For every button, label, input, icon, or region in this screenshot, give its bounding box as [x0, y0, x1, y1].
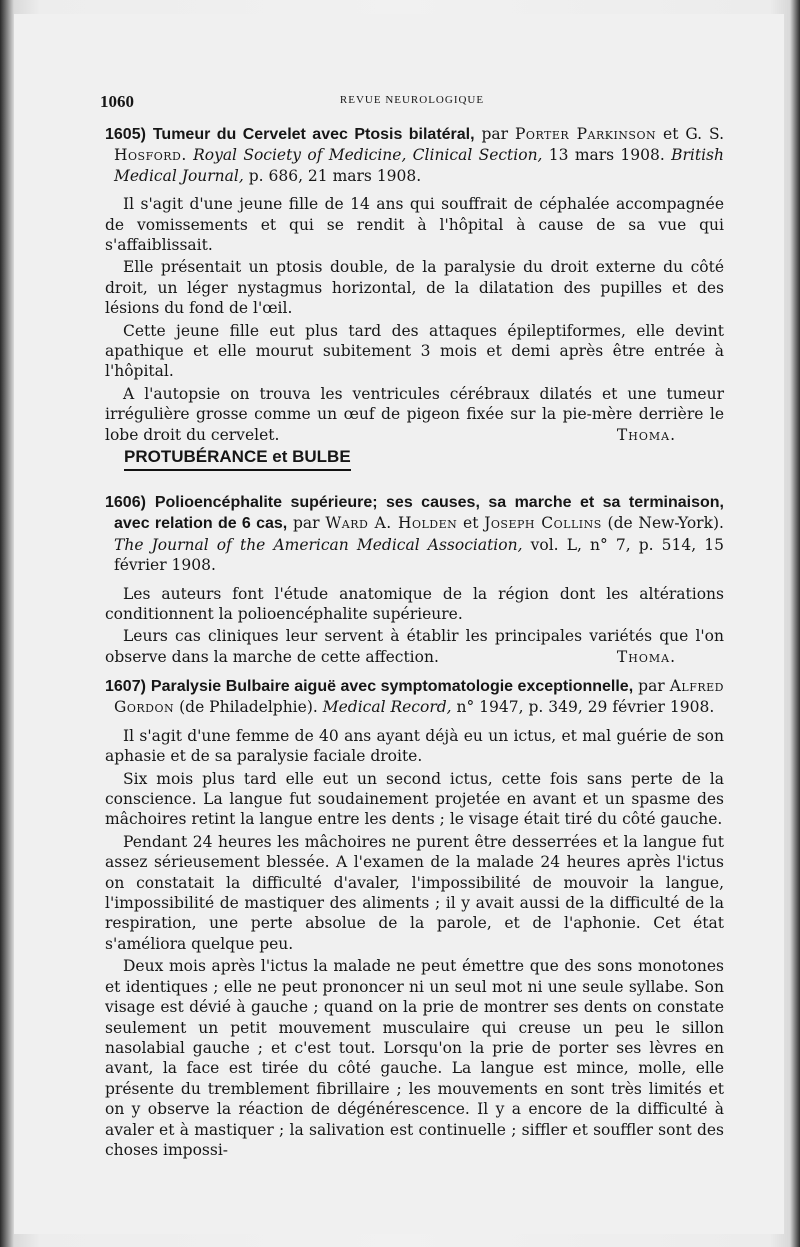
- entry-1607-journal: Medical Record,: [322, 698, 452, 717]
- paragraph: Elle présentait un ptosis double, de la paralysie du droit externe du côté droit, un léger nystagmus horizontal, de la dilatation des pupilles et des lésions du fond de l'œil.: [105, 258, 724, 318]
- entry-1606-and: et: [463, 514, 479, 533]
- entry-1607-by: par: [638, 677, 665, 695]
- running-title: REVUE NEUROLOGIQUE: [339, 94, 485, 106]
- entry-1606: [105, 492, 724, 667]
- paragraph-text: A l'autopsie on trouva les ventricules cérébraux dilatés et une tumeur irrégulière grosse comme un œuf de pigeon fixée sur la pie-mère derrière le lobe droit du cervelet.: [105, 384, 724, 444]
- paragraph: Pendant 24 heures les mâchoires ne purent être desserrées et la langue fut assez sérieusement blessée. A l'examen de la malade 24 heures après l'ictus on constatait la difficulté d'avaler, l'impossibilité de mouvoir la langue, l'impossibilité de mastiquer des aliments ; il y avait aussi de la difficulté de la respiration, une perte absolue de la parole, et de l'aphonie. Cet état s'améliora quelque peu.: [105, 832, 724, 953]
- entry-1605-ref2: p. 686, 21 mars 1908.: [248, 166, 422, 185]
- entry-1607-ref: n° 1947, p. 349, 29 février 1908.: [456, 698, 715, 717]
- entry-1607-place: (de Philadelphie).: [179, 698, 318, 717]
- entry-1605-author1: Porter Parkinson: [515, 125, 657, 143]
- running-header: [100, 92, 724, 112]
- section-title: PROTUBÉRANCE et BULBE: [124, 447, 351, 471]
- entry-1605-journal: Royal Society of Medicine, Clinical Section,: [193, 146, 543, 165]
- paragraph: Cette jeune fille eut plus tard des attaques épileptiformes, elle devint apathique et elle mourut subitement 3 mois et demi après être entrée à l'hôpital.: [105, 321, 724, 381]
- entry-1607: [105, 676, 724, 1160]
- entry-1606-author2: Joseph Collins: [484, 514, 602, 533]
- entry-1606-title: Polioencéphalite supérieure; ses causes, sa marche et sa terminaison, avec relation de 6 cas,: [114, 494, 724, 533]
- entry-1606-journal: The Journal of the American Medical Association,: [114, 535, 523, 554]
- entry-1605: [105, 124, 724, 445]
- entry-1605-by: par: [481, 125, 509, 143]
- entry-1605-title: Tumeur du Cervelet avec Ptosis bilatéral,: [152, 126, 475, 143]
- entry-1606-ref: vol. L, n° 7, p. 514, 15 février 1908.: [114, 535, 724, 575]
- paragraph: Deux mois après l'ictus la malade ne peut émettre que des sons monotones et identiques ; elle ne peut prononcer ni un seul mot ni une seule syllabe. Son visage est dévié à gauche ; quand on la prie de montrer ses dents on constate seulement un petit mouvement musculaire qui creuse un peu le sillon nasolabial gauche ; et c'est tout. Lorsqu'on la prie de porter ses lèvres en avant, la face est tirée du côté gauche. La langue est mince, molle, elle présente du tremblement fibrillaire ; les mouvements en sont très limités et on y observe la réaction de dégénérescence. Il y a encore de la difficulté à avaler et à mastiquer ; la salivation est continuelle ; siffler et souffler sont des choses impossi-: [105, 957, 724, 1159]
- paragraph-with-signature: [105, 626, 724, 667]
- page-number: 1060: [100, 92, 134, 111]
- entry-1606-place: (de New-York).: [607, 514, 724, 533]
- entry-1605-journal2: British Medical Journal,: [114, 146, 724, 185]
- entry-1605-author2: Hosford.: [114, 146, 187, 165]
- entry-1606-author1: Ward A. Holden: [325, 514, 458, 533]
- paragraph: Il s'agit d'une femme de 40 ans ayant déjà eu un ictus, et mal guérie de son aphasie et de sa paralysie faciale droite.: [105, 726, 724, 766]
- signature: Thoma.: [616, 647, 676, 666]
- paragraph: Six mois plus tard elle eut un second ictus, cette fois sans perte de la conscience. La langue fut soudainement projetée en avant et un spasme des mâchoires retint la langue entre les dents ; le visage était tiré du côté gauche.: [105, 769, 724, 829]
- entry-1605-date: 13 mars 1908.: [548, 146, 665, 165]
- entry-1606-heading: [105, 492, 724, 576]
- entry-1607-number: 1607): [105, 678, 146, 695]
- entry-1606-by: par: [292, 514, 320, 533]
- entry-1605-number: 1605): [105, 126, 146, 143]
- entry-1607-heading: [105, 676, 724, 718]
- entry-1605-and: et G. S.: [663, 125, 725, 143]
- entry-1607-author1: Alfred Gordon: [114, 677, 724, 717]
- entry-1607-title: Paralysie Bulbaire aiguë avec symptomatologie exceptionnelle,: [150, 678, 634, 695]
- paragraph-text: Leurs cas cliniques leur servent à établir les principales variétés que l'on observe dans la marche de cette affection.: [105, 627, 724, 666]
- entry-1605-heading: [105, 124, 724, 186]
- signature: Thoma.: [616, 425, 676, 444]
- paragraph: Les auteurs font l'étude anatomique de la région dont les altérations conditionnent la polioencéphalite supérieure.: [105, 584, 724, 624]
- paragraph: Il s'agit d'une jeune fille de 14 ans qui souffrait de céphalée accompagnée de vomissements et qui se rendit à l'hôpital à cause de sa vue qui s'affaiblissait.: [105, 195, 724, 255]
- paragraph-with-signature: [105, 384, 724, 445]
- entry-1606-number: 1606): [105, 494, 146, 511]
